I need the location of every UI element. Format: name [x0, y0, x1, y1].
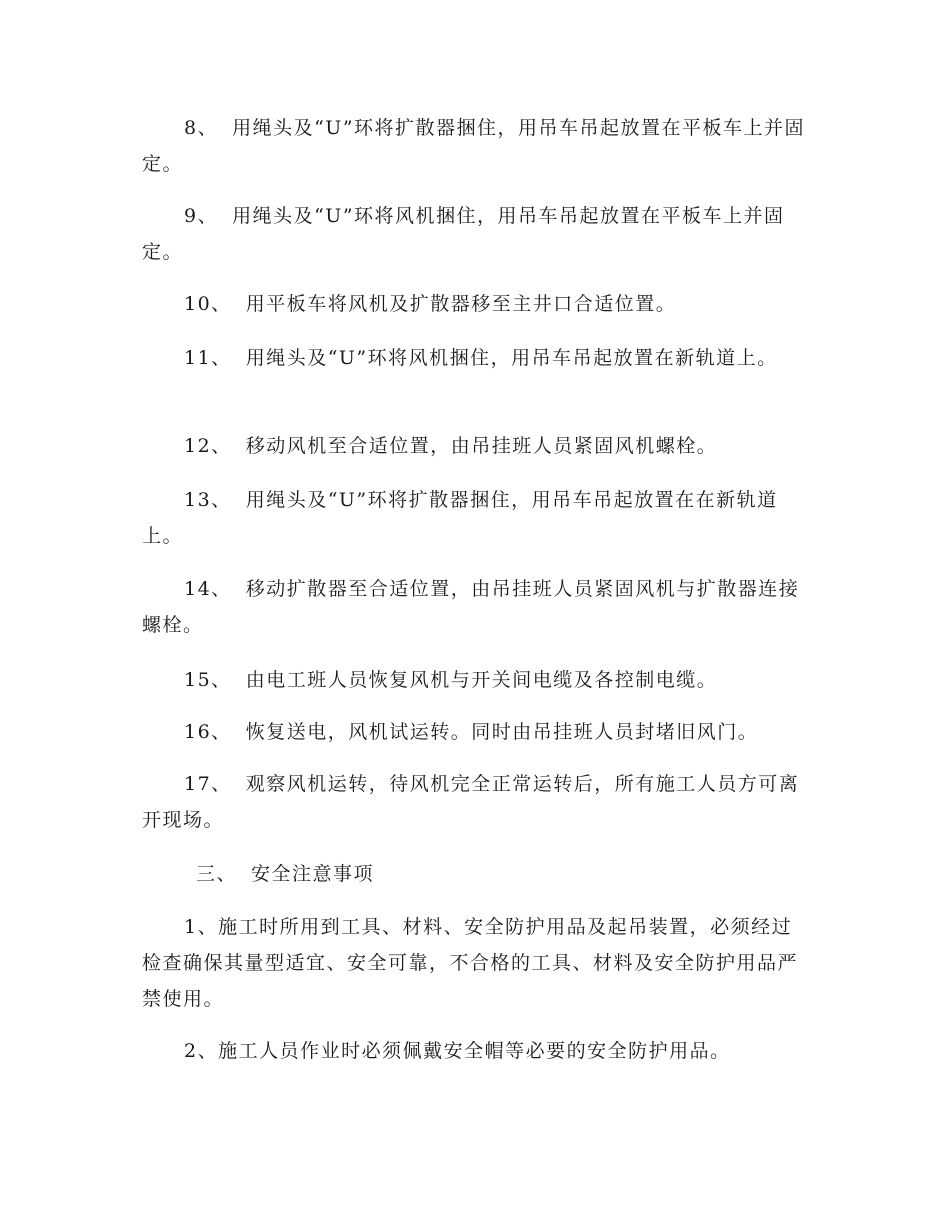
- step-number: 13、: [184, 489, 232, 511]
- step-number: 10、: [184, 293, 232, 315]
- step-number: 17、: [184, 773, 232, 795]
- section-heading: [196, 856, 374, 892]
- section-title: 安全注意事项: [251, 863, 375, 885]
- step-text: 移动风机至合适位置，由吊挂班人员紧固风机螺栓。: [245, 435, 718, 457]
- step-text: 用平板车将风机及扩散器移至主井口合适位置。: [245, 293, 677, 315]
- step-15: [142, 662, 812, 698]
- step-text: 用绳头及“U”环将扩散器捆住，用吊车吊起放置在平板车上并固定。: [142, 117, 806, 175]
- step-number: 16、: [184, 721, 232, 743]
- step-text: 由电工班人员恢复风机与开关间电缆及各控制电缆。: [245, 669, 718, 691]
- step-9: [142, 198, 812, 270]
- step-14: [142, 571, 812, 643]
- note-2: 2、施工人员作业时必须佩戴安全帽等必要的安全防护用品。: [184, 1040, 731, 1062]
- step-16: [142, 714, 812, 750]
- step-text: 用绳头及“U”环将扩散器捆住，用吊车吊起放置在在新轨道上。: [142, 489, 778, 547]
- step-number: 11、: [184, 347, 232, 369]
- step-number: 15、: [184, 669, 232, 691]
- step-text: 移动扩散器至合适位置，由吊挂班人员紧固风机与扩散器连接螺栓。: [142, 578, 800, 636]
- step-8: [142, 110, 812, 182]
- step-12: [142, 428, 812, 464]
- step-text: 用绳头及“U”环将风机捆住，用吊车吊起放置在平板车上并固定。: [142, 205, 785, 263]
- step-number: 9、: [184, 205, 219, 227]
- step-11: [142, 340, 812, 376]
- step-number: 8、: [184, 117, 219, 139]
- section-number: 三、: [196, 863, 238, 885]
- step-text: 恢复送电，风机试运转。同时由吊挂班人员封堵旧风门。: [245, 721, 759, 743]
- step-13: [142, 482, 812, 554]
- step-number: 14、: [184, 578, 232, 600]
- step-text: 用绳头及“U”环将风机捆住，用吊车吊起放置在新轨道上。: [245, 347, 778, 369]
- step-10: [142, 286, 812, 322]
- step-17: [142, 766, 812, 838]
- step-number: 12、: [184, 435, 232, 457]
- note-1: 1、施工时所用到工具、材料、安全防护用品及起吊装置，必须经过检查确保其量型适宜、安全可靠，不合格的工具、材料及安全防护用品严禁使用。: [142, 916, 799, 1010]
- step-text: 观察风机运转，待风机完全正常运转后，所有施工人员方可离开现场。: [142, 773, 800, 831]
